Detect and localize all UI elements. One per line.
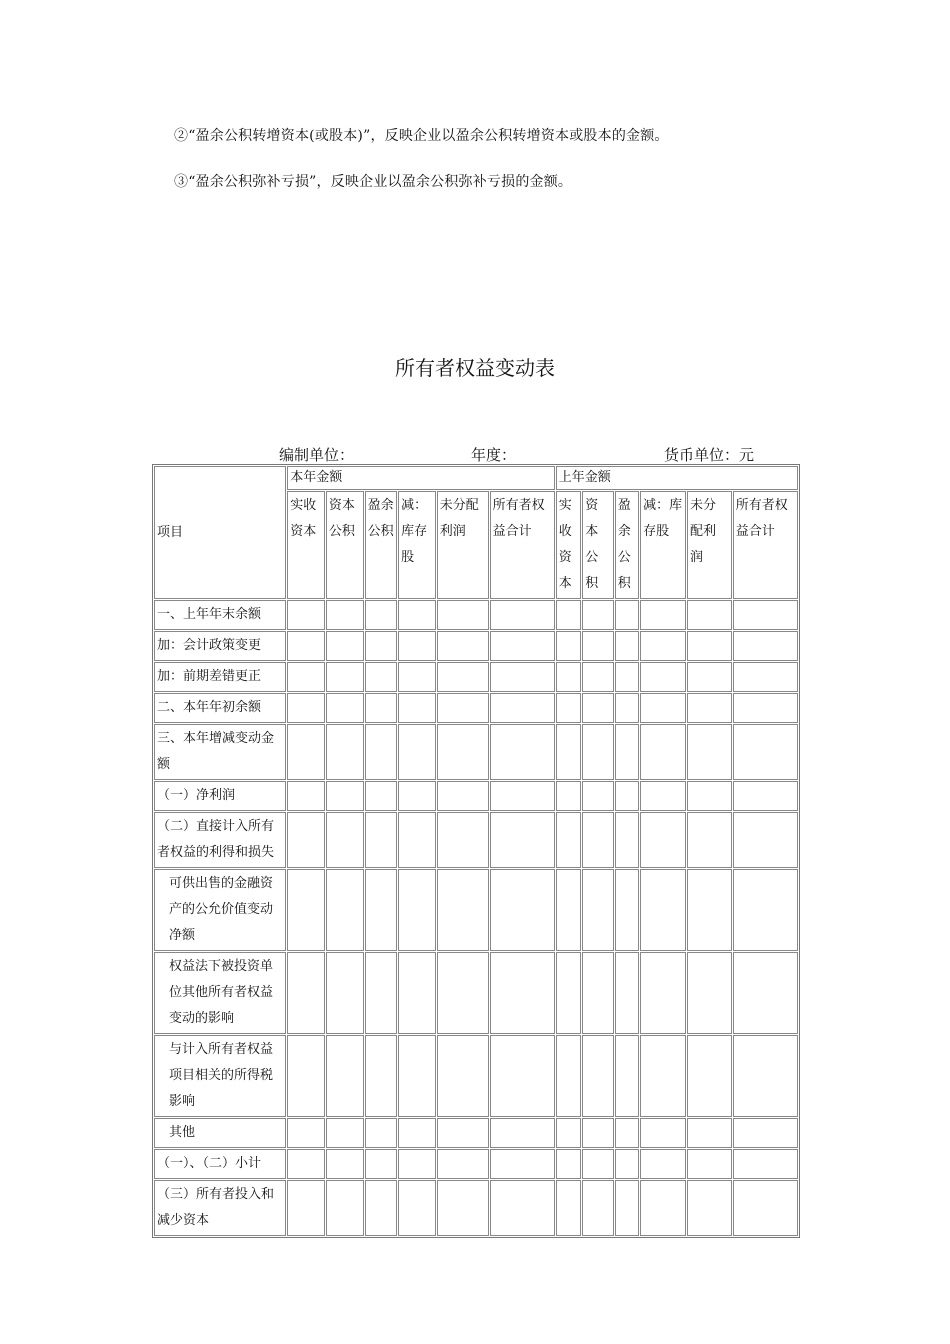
amount-cell — [437, 952, 489, 1034]
year-label: 年度： — [471, 446, 517, 464]
amount-cell — [615, 812, 639, 868]
amount-cell — [326, 869, 364, 951]
table-row — [154, 1118, 798, 1148]
row-label: 其他 — [154, 1118, 286, 1148]
amount-cell — [287, 724, 325, 780]
amount-cell — [398, 952, 436, 1034]
paragraph-surplus-to-capital: ②“盈余公积转增资本(或股本)”，反映企业以盈余公积转增资本或股本的金额。 — [174, 128, 669, 144]
amount-cell — [398, 869, 436, 951]
row-label: （一）净利润 — [154, 781, 286, 811]
table-row — [154, 724, 798, 780]
amount-cell — [365, 952, 398, 1034]
amount-cell — [287, 812, 325, 868]
amount-cell — [687, 1035, 732, 1117]
amount-cell — [326, 631, 364, 661]
amount-cell — [556, 1149, 581, 1179]
amount-cell — [365, 631, 398, 661]
amount-cell — [733, 662, 798, 692]
amount-cell — [733, 952, 798, 1034]
amount-cell — [490, 662, 555, 692]
table-row — [154, 600, 798, 630]
row-label: 可供出售的金融资产的公允价值变动净额 — [154, 869, 286, 951]
amount-cell — [326, 952, 364, 1034]
amount-cell — [490, 869, 555, 951]
amount-cell — [398, 1118, 436, 1148]
amount-cell — [687, 781, 732, 811]
amount-cell — [287, 781, 325, 811]
amount-cell — [733, 631, 798, 661]
col-prior-paid-in-capital: 实收资本 — [556, 491, 581, 599]
amount-cell — [733, 812, 798, 868]
amount-cell — [556, 600, 581, 630]
row-label: 与计入所有者权益项目相关的所得税影响 — [154, 1035, 286, 1117]
amount-cell — [733, 781, 798, 811]
amount-cell — [615, 600, 639, 630]
table-row — [154, 1035, 798, 1117]
page-title: 所有者权益变动表 — [395, 356, 555, 380]
amount-cell — [640, 1118, 686, 1148]
amount-cell — [398, 1035, 436, 1117]
col-prior-surplus-reserve: 盈余公积 — [615, 491, 639, 599]
amount-cell — [326, 724, 364, 780]
amount-cell — [326, 693, 364, 723]
amount-cell — [687, 952, 732, 1034]
amount-cell — [582, 952, 614, 1034]
amount-cell — [733, 1180, 798, 1236]
amount-cell — [365, 1035, 398, 1117]
col-current-surplus-reserve: 盈余公积 — [365, 491, 398, 599]
amount-cell — [687, 693, 732, 723]
amount-cell — [490, 1118, 555, 1148]
col-prior-treasury-stock: 减：库存股 — [640, 491, 686, 599]
prior-year-header: 上年金额 — [556, 466, 798, 490]
amount-cell — [490, 1149, 555, 1179]
amount-cell — [326, 600, 364, 630]
amount-cell — [615, 869, 639, 951]
amount-cell — [556, 1035, 581, 1117]
col-prior-total-equity: 所有者权益合计 — [733, 491, 798, 599]
amount-cell — [615, 781, 639, 811]
amount-cell — [640, 1035, 686, 1117]
amount-cell — [582, 1149, 614, 1179]
amount-cell — [437, 724, 489, 780]
amount-cell — [398, 662, 436, 692]
row-label: 加：前期差错更正 — [154, 662, 286, 692]
amount-cell — [733, 600, 798, 630]
amount-cell — [615, 662, 639, 692]
amount-cell — [556, 781, 581, 811]
amount-cell — [733, 1035, 798, 1117]
table-row — [154, 952, 798, 1034]
amount-cell — [490, 952, 555, 1034]
amount-cell — [582, 693, 614, 723]
amount-cell — [687, 812, 732, 868]
amount-cell — [365, 662, 398, 692]
amount-cell — [640, 1149, 686, 1179]
table-row — [154, 662, 798, 692]
amount-cell — [556, 724, 581, 780]
table-row — [154, 631, 798, 661]
amount-cell — [733, 724, 798, 780]
amount-cell — [326, 1149, 364, 1179]
col-current-retained-profit: 未分配利润 — [437, 491, 489, 599]
amount-cell — [640, 600, 686, 630]
amount-cell — [365, 781, 398, 811]
row-label: （二）直接计入所有者权益的利得和损失 — [154, 812, 286, 868]
amount-cell — [687, 662, 732, 692]
amount-cell — [582, 631, 614, 661]
amount-cell — [287, 693, 325, 723]
amount-cell — [398, 812, 436, 868]
amount-cell — [640, 1180, 686, 1236]
amount-cell — [437, 1118, 489, 1148]
amount-cell — [398, 631, 436, 661]
amount-cell — [398, 693, 436, 723]
amount-cell — [437, 1180, 489, 1236]
amount-cell — [556, 693, 581, 723]
amount-cell — [326, 662, 364, 692]
amount-cell — [437, 662, 489, 692]
row-label: 三、本年增减变动金额 — [154, 724, 286, 780]
amount-cell — [615, 1180, 639, 1236]
row-label: 二、本年年初余额 — [154, 693, 286, 723]
amount-cell — [398, 1180, 436, 1236]
amount-cell — [437, 1035, 489, 1117]
col-prior-capital-reserve: 资本公积 — [582, 491, 614, 599]
amount-cell — [326, 812, 364, 868]
amount-cell — [556, 1180, 581, 1236]
table-row — [154, 1149, 798, 1179]
amount-cell — [490, 781, 555, 811]
amount-cell — [615, 693, 639, 723]
row-label: （一）、（二）小计 — [154, 1149, 286, 1179]
amount-cell — [365, 693, 398, 723]
amount-cell — [582, 600, 614, 630]
amount-cell — [687, 1149, 732, 1179]
amount-cell — [490, 600, 555, 630]
amount-cell — [640, 631, 686, 661]
paragraph-surplus-cover-loss: ③“盈余公积弥补亏损”，反映企业以盈余公积弥补亏损的金额。 — [174, 174, 573, 190]
amount-cell — [640, 812, 686, 868]
amount-cell — [490, 631, 555, 661]
amount-cell — [687, 600, 732, 630]
amount-cell — [687, 1180, 732, 1236]
amount-cell — [398, 1149, 436, 1179]
amount-cell — [365, 1118, 398, 1148]
amount-cell — [640, 869, 686, 951]
amount-cell — [556, 662, 581, 692]
col-current-total-equity: 所有者权益合计 — [490, 491, 555, 599]
currency-label: 货币单位：元 — [664, 446, 755, 464]
amount-cell — [398, 724, 436, 780]
amount-cell — [582, 724, 614, 780]
amount-cell — [437, 1149, 489, 1179]
table-row — [154, 869, 798, 951]
amount-cell — [437, 631, 489, 661]
amount-cell — [287, 600, 325, 630]
amount-cell — [437, 869, 489, 951]
table-row — [154, 781, 798, 811]
row-label: 一、上年年末余额 — [154, 600, 286, 630]
amount-cell — [365, 812, 398, 868]
col-current-treasury-stock: 减：库存股 — [398, 491, 436, 599]
table-row — [154, 1180, 798, 1236]
amount-cell — [582, 781, 614, 811]
amount-cell — [287, 952, 325, 1034]
amount-cell — [437, 781, 489, 811]
amount-cell — [615, 1035, 639, 1117]
table-row — [154, 812, 798, 868]
amount-cell — [640, 662, 686, 692]
amount-cell — [287, 1149, 325, 1179]
amount-cell — [615, 724, 639, 780]
amount-cell — [582, 869, 614, 951]
amount-cell — [556, 812, 581, 868]
amount-cell — [640, 693, 686, 723]
col-current-capital-reserve: 资本公积 — [326, 491, 364, 599]
amount-cell — [287, 631, 325, 661]
amount-cell — [615, 1149, 639, 1179]
amount-cell — [582, 1180, 614, 1236]
amount-cell — [365, 1180, 398, 1236]
amount-cell — [326, 1180, 364, 1236]
amount-cell — [687, 631, 732, 661]
amount-cell — [556, 869, 581, 951]
amount-cell — [490, 1035, 555, 1117]
col-prior-retained-profit: 未分配利润 — [687, 491, 732, 599]
amount-cell — [365, 600, 398, 630]
amount-cell — [398, 781, 436, 811]
amount-cell — [437, 812, 489, 868]
amount-cell — [365, 1149, 398, 1179]
amount-cell — [398, 600, 436, 630]
amount-cell — [687, 1118, 732, 1148]
amount-cell — [287, 662, 325, 692]
amount-cell — [556, 631, 581, 661]
table-row — [154, 693, 798, 723]
amount-cell — [582, 1035, 614, 1117]
amount-cell — [687, 724, 732, 780]
amount-cell — [326, 1118, 364, 1148]
amount-cell — [733, 1118, 798, 1148]
prepared-by-label: 编制单位： — [279, 446, 355, 464]
amount-cell — [733, 869, 798, 951]
amount-cell — [556, 952, 581, 1034]
amount-cell — [687, 869, 732, 951]
amount-cell — [365, 869, 398, 951]
amount-cell — [490, 724, 555, 780]
amount-cell — [615, 1118, 639, 1148]
equity-change-table — [152, 464, 800, 1238]
amount-cell — [640, 781, 686, 811]
col-current-paid-in-capital: 实收资本 — [287, 491, 325, 599]
amount-cell — [640, 724, 686, 780]
amount-cell — [437, 600, 489, 630]
amount-cell — [287, 1180, 325, 1236]
amount-cell — [326, 1035, 364, 1117]
header-row-groups — [154, 466, 798, 490]
row-label: 权益法下被投资单位其他所有者权益变动的影响 — [154, 952, 286, 1034]
amount-cell — [582, 812, 614, 868]
amount-cell — [582, 1118, 614, 1148]
row-label: 加：会计政策变更 — [154, 631, 286, 661]
amount-cell — [287, 1118, 325, 1148]
row-label: （三）所有者投入和减少资本 — [154, 1180, 286, 1236]
amount-cell — [287, 1035, 325, 1117]
amount-cell — [733, 1149, 798, 1179]
amount-cell — [582, 662, 614, 692]
amount-cell — [556, 1118, 581, 1148]
amount-cell — [640, 952, 686, 1034]
amount-cell — [490, 1180, 555, 1236]
amount-cell — [365, 724, 398, 780]
amount-cell — [326, 781, 364, 811]
item-header: 项目 — [154, 466, 286, 599]
amount-cell — [733, 693, 798, 723]
amount-cell — [490, 812, 555, 868]
amount-cell — [615, 631, 639, 661]
amount-cell — [287, 869, 325, 951]
amount-cell — [490, 693, 555, 723]
amount-cell — [615, 952, 639, 1034]
current-year-header: 本年金额 — [287, 466, 555, 490]
amount-cell — [437, 693, 489, 723]
